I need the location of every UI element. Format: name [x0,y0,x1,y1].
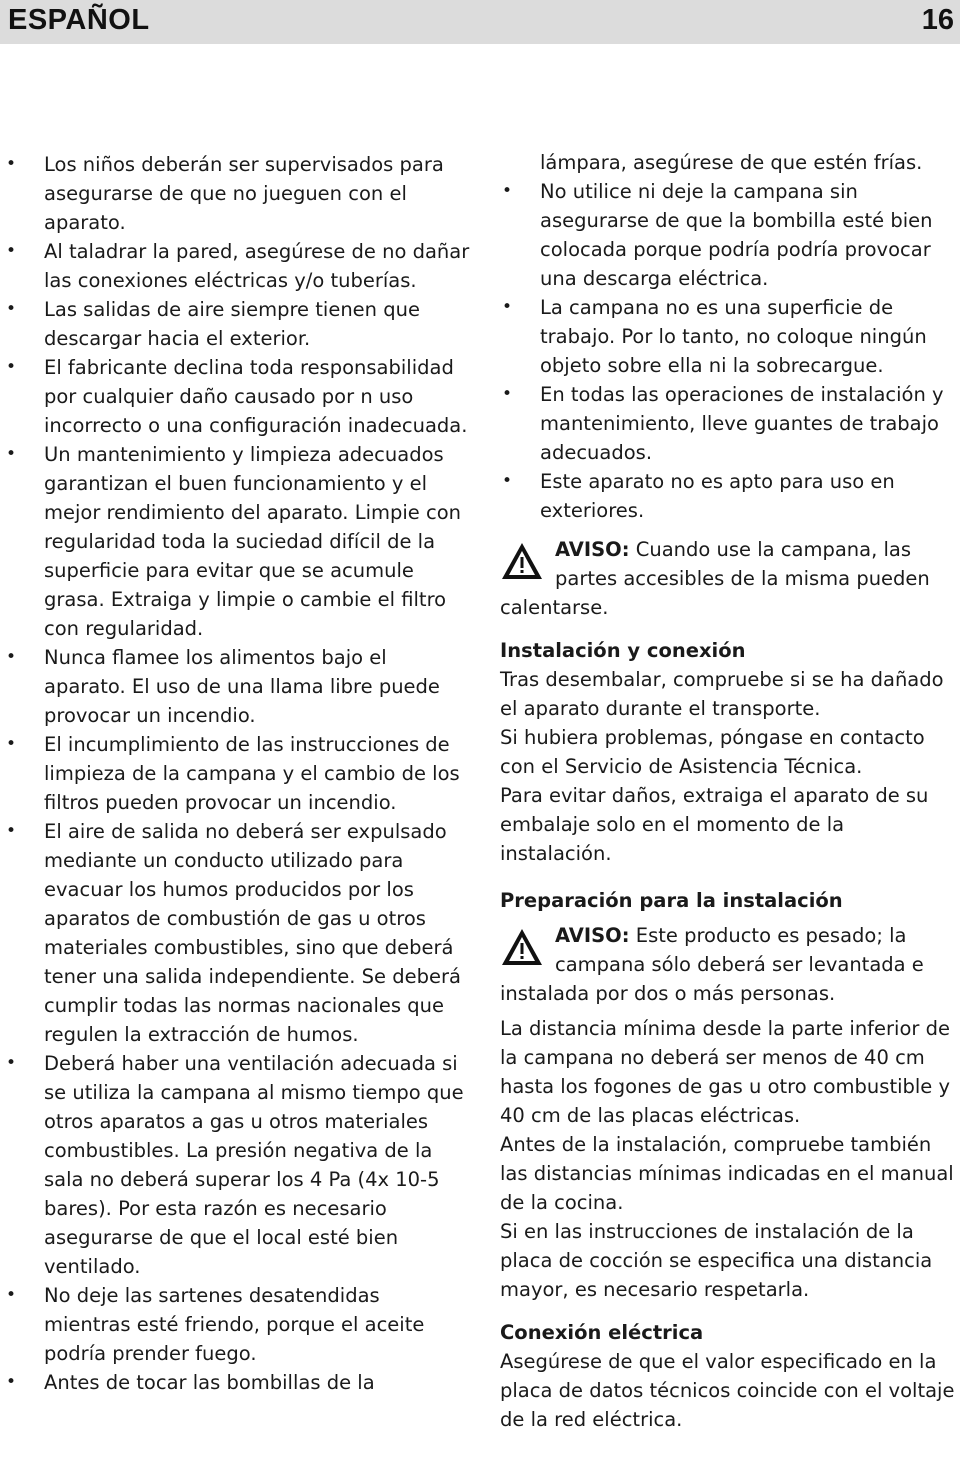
list-item: • Este aparato no es apto para uso en exteriores. [500,467,955,525]
hot-surface-warning [500,535,955,622]
section-heading-installation: Instalación y conexión [500,639,746,662]
list-item: • Nunca flamee los alimentos bajo el aparato. El uso de una llama libre puede provocar un incendio. [0,643,470,730]
warning-label: AVISO: [555,924,630,947]
safety-list [0,150,470,1397]
list-item: • No deje las sartenes desatendidas mientras esté friendo, porque el aceite podría prender fuego. [0,1281,470,1368]
list-item: • El fabricante declina toda responsabilidad por cualquier daño causado por n uso incorrecto o una configuración inadecuada. [0,353,470,440]
list-item: • Un mantenimiento y limpieza adecuados garantizan el buen funcionamiento y el mejor rendimiento del aparato. Limpie con regularidad toda la suciedad difícil de la superficie para evitar que se acumule grasa. Extraiga y limpie o cambie el filtro con regularidad. [0,440,470,643]
list-item: • El incumplimiento de las instrucciones de limpieza de la campana y el cambio de los filtros pueden provocar un incendio. [0,730,470,817]
list-item: • Antes de tocar las bombillas de la [0,1368,470,1397]
list-item: • Al taladrar la pared, asegúrese de no dañar las conexiones eléctricas y/o tuberías. [0,237,470,295]
list-item: • La campana no es una superficie de trabajo. Por lo tanto, no coloque ningún objeto sobre ella ni la sobrecargue. [500,293,955,380]
warning-triangle-icon [500,541,544,581]
warning-text: calentarse. [500,596,609,619]
paragraph: Si en las instrucciones de instalación de la placa de cocción se especifica una distancia mayor, es necesario respetarla. [500,1220,933,1301]
warning-text: partes accesibles de la misma pueden [555,567,930,590]
list-item: • En todas las operaciones de instalación y mantenimiento, lleve guantes de trabajo adecuados. [500,380,955,467]
paragraph: Para evitar daños, extraiga el aparato de su embalaje solo en el momento de la instalación. [500,784,929,865]
list-item: • Las salidas de aire siempre tienen que descargar hacia el exterior. [0,295,470,353]
paragraph: Tras desembalar, compruebe si se ha dañado el aparato durante el transporte. [500,668,944,720]
list-item: • El aire de salida no deberá ser expulsado mediante un conducto utilizado para evacuar los humos producidos por los aparatos de combustión de gas u otros materiales combustibles, sino que deberá tener una salida independiente. Se deberá cumplir todas las normas nacionales que regulen la extracción de humos. [0,817,470,1049]
warning-text: instalada por dos o más personas. [500,982,836,1005]
list-item: • Deberá haber una ventilación adecuada si se utiliza la campana al mismo tiempo que otros aparatos a gas u otros materiales combustibles. La presión negativa de la sala no deberá superar los 4 Pa (4x 10-5 bares). Por esta razón es necesario asegurarse de que el local esté bien ventilado. [0,1049,470,1281]
section-heading-electrical: Conexión eléctrica [500,1321,704,1344]
weight-warning [500,921,955,1008]
language-label: ESPAÑOL [8,4,150,36]
paragraph: Si hubiera problemas, póngase en contacto con el Servicio de Asistencia Técnica. [500,726,925,778]
continued-text: lámpara, asegúrese de que estén frías. [540,151,923,174]
page-number: 16 [921,4,954,36]
warning-triangle-icon [500,927,544,967]
right-column [500,148,955,1434]
warning-text: Cuando use la campana, las [629,538,912,561]
list-item: • Los niños deberán ser supervisados para asegurarse de que no jueguen con el aparato. [0,150,470,237]
warning-text: Este producto es pesado; la [629,924,907,947]
page-header [0,0,960,44]
list-item: • No utilice ni deje la campana sin asegurarse de que la bombilla esté bien colocada porque podría podría provocar una descarga eléctrica. [500,177,955,293]
paragraph: Antes de la instalación, compruebe también las distancias mínimas indicadas en el manual de la cocina. [500,1133,954,1214]
warning-text: campana sólo deberá ser levantada e [555,953,924,976]
safety-list-continued [500,177,955,525]
warning-label: AVISO: [555,538,630,561]
section-heading-preparation: Preparación para la instalación [500,889,843,912]
paragraph: La distancia mínima desde la parte inferior de la campana no deberá ser menos de 40 cm hasta los fogones de gas u otro combustible y 40 cm de las placas eléctricas. [500,1017,951,1127]
left-column [0,150,470,1397]
paragraph: Asegúrese de que el valor especificado en la placa de datos técnicos coincide con el voltaje de la red eléctrica. [500,1350,955,1431]
